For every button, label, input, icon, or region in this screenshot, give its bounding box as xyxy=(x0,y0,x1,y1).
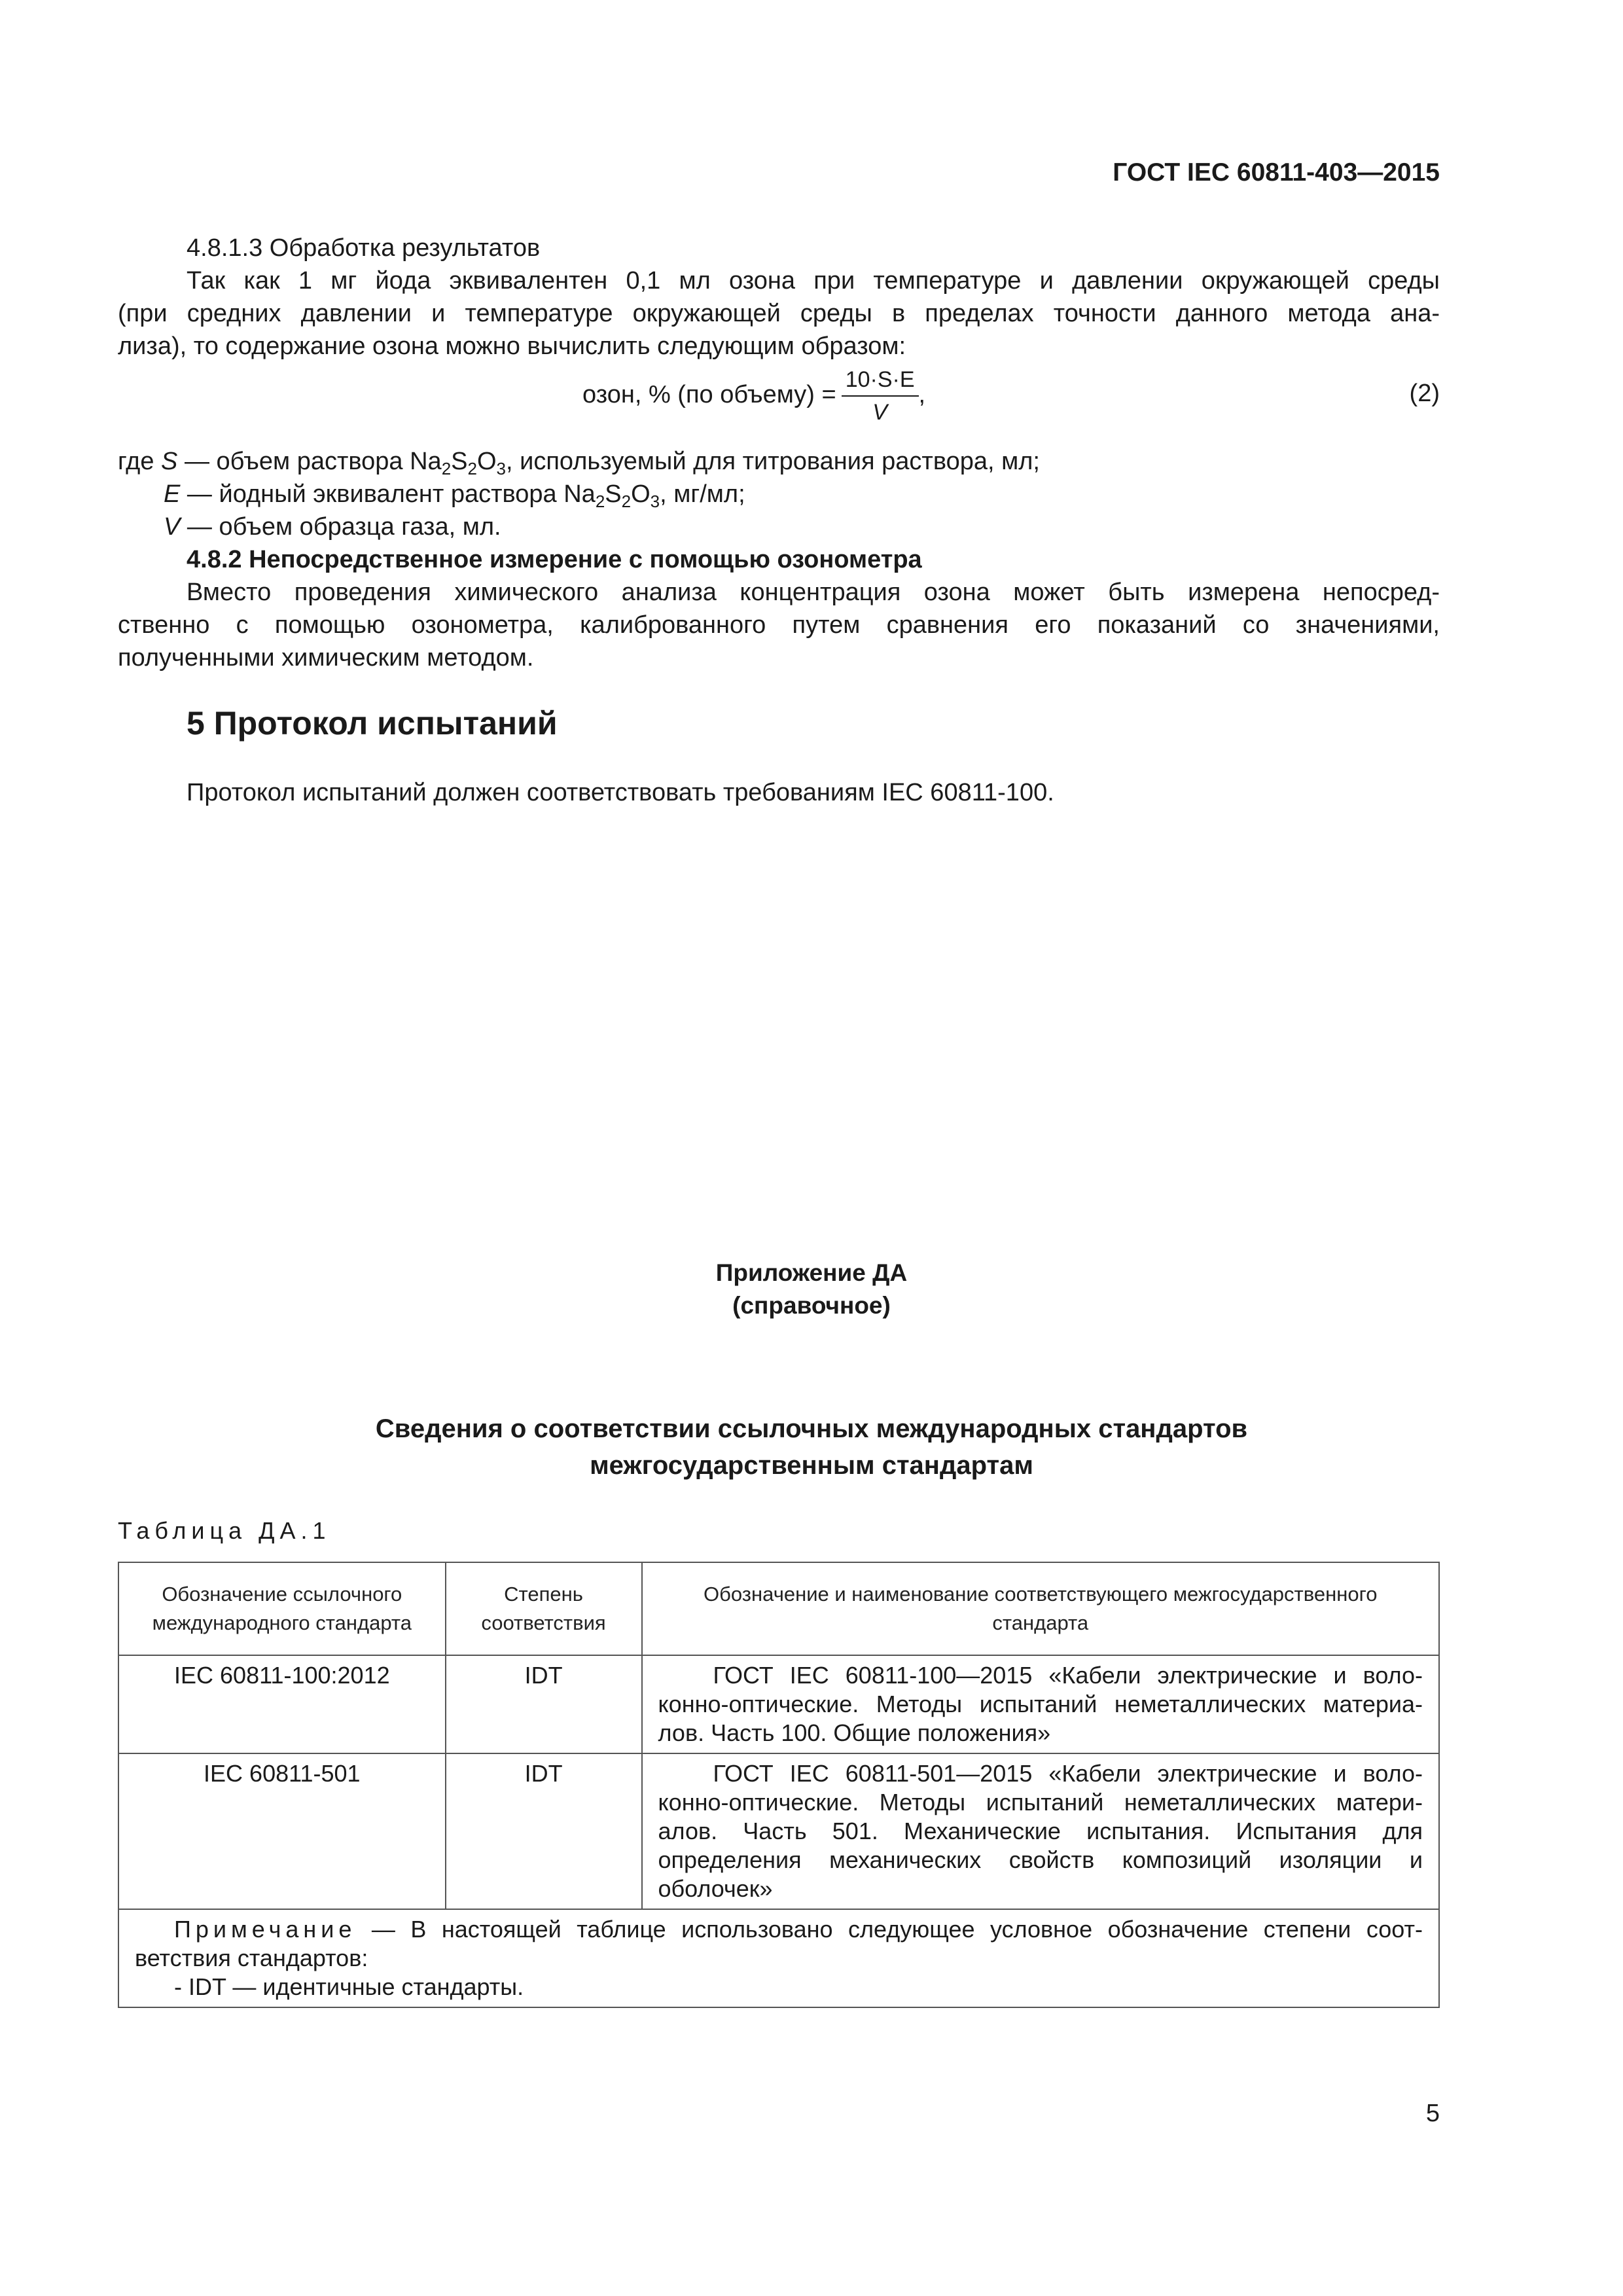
cell-std: IEC 60811-100:2012 xyxy=(118,1655,446,1753)
cell-degree: IDT xyxy=(446,1655,642,1753)
sub: 2 xyxy=(595,492,605,511)
appendix-heading-line-1: Сведения о соответствии ссылочных международных стандартов xyxy=(375,1414,1248,1443)
table-row xyxy=(118,1753,1439,1909)
section-4813-line-2: (при средних давлении и температуре окружающей среды в пределах точности данного метода ана- xyxy=(118,300,1440,327)
section-5-text: Протокол испытаний должен соответствовать требованиям IEC 60811-100. xyxy=(187,779,1054,806)
table-note xyxy=(118,1909,1439,2007)
table-row xyxy=(118,1655,1439,1753)
table-note-row xyxy=(118,1909,1439,2007)
formula-fraction xyxy=(842,367,919,425)
sub: 2 xyxy=(621,492,632,511)
symbol-s: S xyxy=(161,448,178,475)
cell-gost: ГОСТ IEC 60811-501—2015 «Кабели электрические и воло-конно-оптические. Методы испытаний неметаллических матери-алов. Часть 501. Механические испытания. Испытания для определения механических свойств композиций изоляции и оболочек» xyxy=(642,1753,1439,1909)
where-s-text: — объем раствора Na xyxy=(184,448,442,475)
where-s-line xyxy=(118,445,1040,478)
element-s: S xyxy=(605,480,622,508)
appendix-subtitle: (справочное) xyxy=(732,1292,891,1319)
where-e-line xyxy=(164,478,745,511)
where-v-text: — объем образца газа, мл. xyxy=(187,513,501,541)
element-o: O xyxy=(476,448,497,475)
note-label: Примечание xyxy=(174,1916,357,1943)
where-prefix: где xyxy=(118,448,154,475)
where-s-tail: , используемый для титрования раствора, мл; xyxy=(506,448,1040,475)
section-482-line-3: полученными химическим методом. xyxy=(118,644,534,672)
table-header-row xyxy=(118,1562,1439,1655)
cell-gost: ГОСТ IEC 60811-100—2015 «Кабели электрические и воло-конно-оптические. Методы испытаний неметаллических материа-лов. Часть 100. Общие положения» xyxy=(642,1655,1439,1753)
cell-std: IEC 60811-501 xyxy=(118,1753,446,1909)
table-caption: Таблица ДА.1 xyxy=(118,1517,331,1544)
where-v-line xyxy=(164,511,501,543)
symbol-v: V xyxy=(164,513,181,541)
sub: 3 xyxy=(496,459,507,478)
page-number: 5 xyxy=(1425,2100,1440,2127)
element-o: O xyxy=(631,480,651,508)
formula-lhs: озон, % (по объему) = xyxy=(582,381,836,409)
element-s: S xyxy=(451,448,468,475)
note-text: — В настоящей таблице использовано следующее условное обозначение степени соот-ветствия стандартов: xyxy=(135,1916,1423,1971)
where-e-text: — йодный эквивалент раствора Na xyxy=(187,480,596,508)
sub: 3 xyxy=(650,492,660,511)
note-paragraph xyxy=(135,1915,1423,1973)
document-id-header: ГОСТ IEC 60811-403—2015 xyxy=(1113,158,1440,187)
formula-trail: , xyxy=(918,381,926,409)
header-gost: Обозначение и наименование соответствующего межгосударственного стандарта xyxy=(642,1562,1439,1655)
note-item: - IDT — идентичные стандарты. xyxy=(174,1973,524,2000)
section-482-line-2: ственно с помощью озонометра, калиброванного путем сравнения его показаний со значениями, xyxy=(118,611,1440,639)
section-482-line-1: Вместо проведения химического анализа концентрация озона может быть измерена непосред- xyxy=(187,579,1440,606)
section-4813-heading: 4.8.1.3 Обработка результатов xyxy=(187,234,541,262)
sub: 2 xyxy=(441,459,452,478)
formula-numerator: 10·S·E xyxy=(842,367,919,397)
cell-degree: IDT xyxy=(446,1753,642,1909)
header-degree: Степень соответствия xyxy=(446,1562,642,1655)
formula-denominator: V xyxy=(872,400,887,425)
equation-number: (2) xyxy=(1409,380,1440,407)
appendix-heading-line-2: межгосударственным стандартам xyxy=(590,1451,1033,1480)
section-4813-line-1: Так как 1 мг йода эквивалентен 0,1 мл озона при температуре и давлении окружающей среды xyxy=(187,267,1440,295)
header-intl-standard: Обозначение ссылочного международного стандарта xyxy=(118,1562,446,1655)
formula xyxy=(582,367,925,425)
reference-standards-table xyxy=(118,1562,1440,2008)
where-e-tail: , мг/мл; xyxy=(660,480,745,508)
appendix-title: Приложение ДА xyxy=(715,1259,908,1286)
section-4813-line-3: лиза), то содержание озона можно вычислить следующим образом: xyxy=(118,332,906,360)
section-482-heading: 4.8.2 Непосредственное измерение с помощью озонометра xyxy=(187,546,922,573)
section-5-heading: 5 Протокол испытаний xyxy=(187,705,558,742)
symbol-e: E xyxy=(164,480,181,508)
sub: 2 xyxy=(467,459,477,478)
